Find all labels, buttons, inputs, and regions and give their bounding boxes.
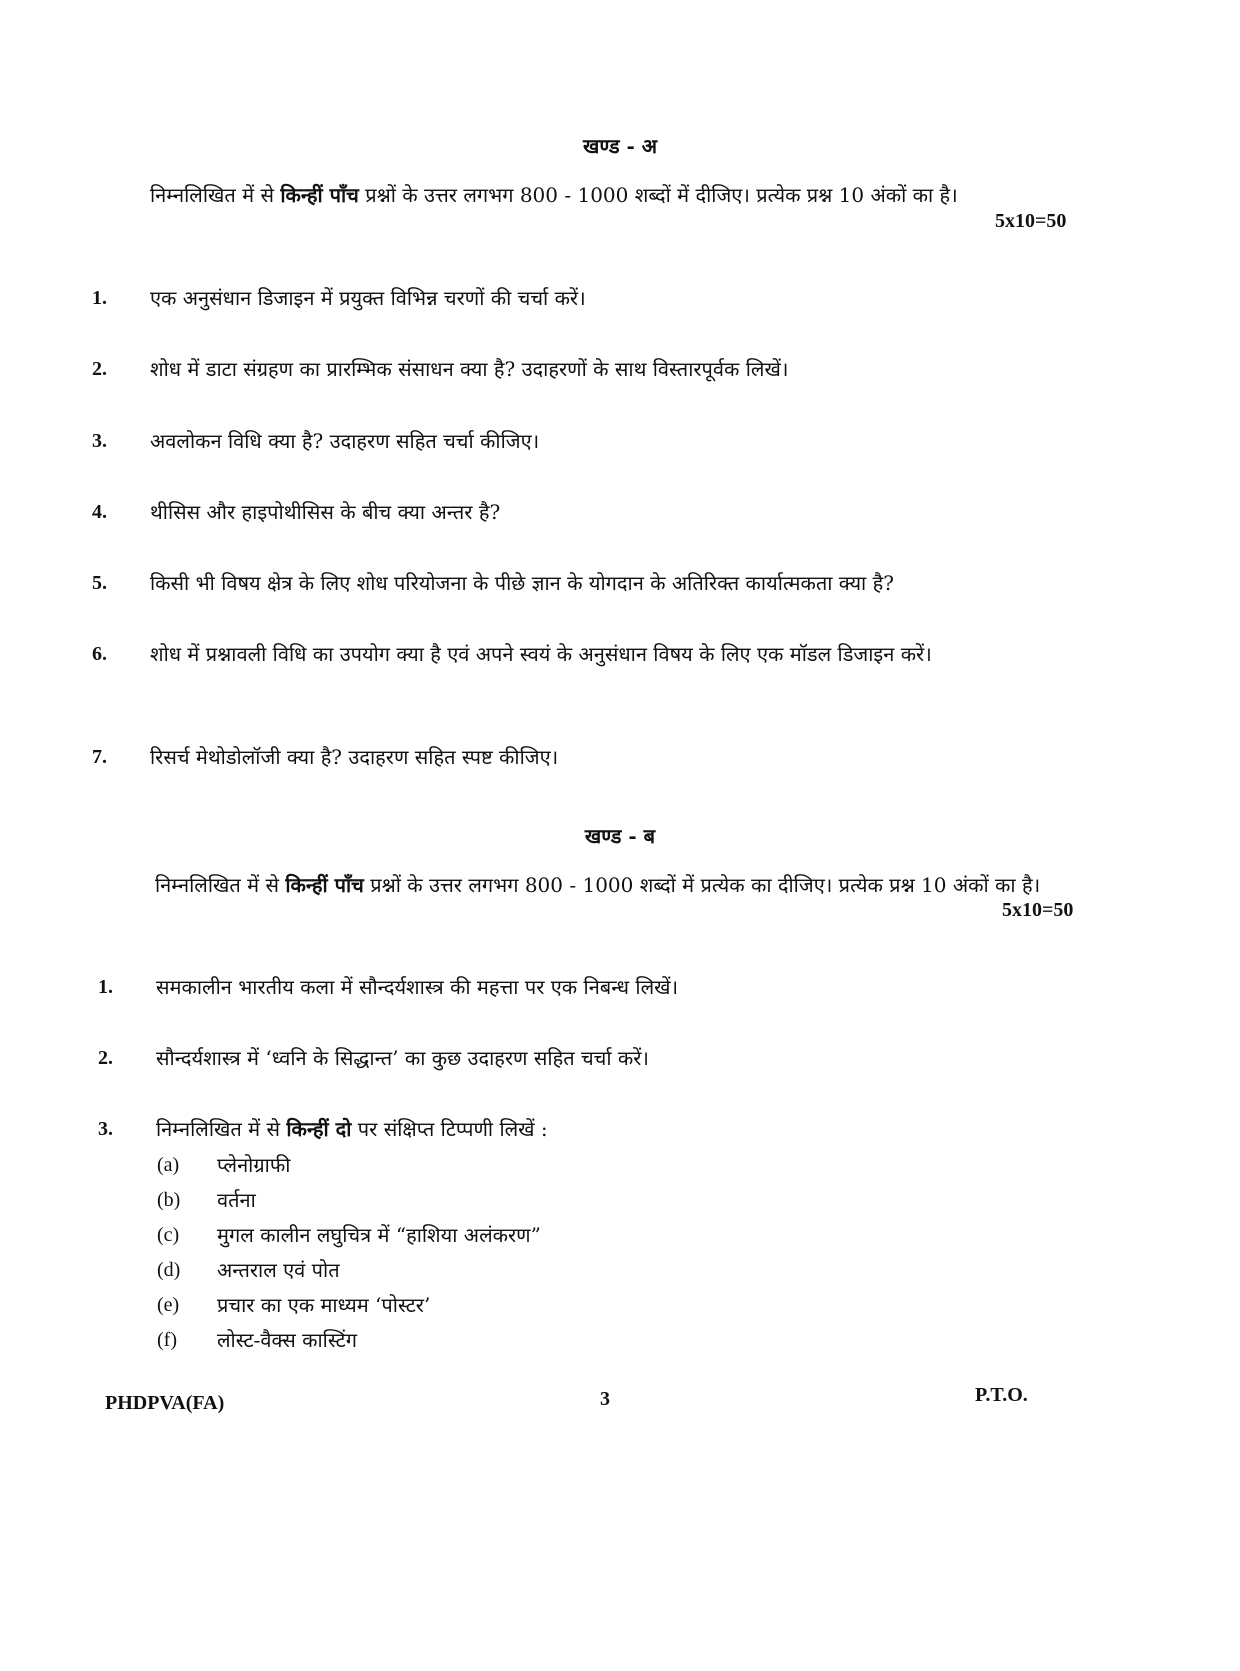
instruction-pre: निम्नलिखित में से [155,873,286,897]
option-label: (f) [157,1329,177,1351]
option-label: (a) [157,1154,180,1176]
option-c [157,1220,857,1250]
question-text: शोध में प्रश्नावली विधि का उपयोग क्या है एवं अपने स्वयं के अनुसंधान विषय के लिए एक मॉडल डिजाइन करें। [150,642,932,666]
section-a-instruction [150,178,1050,212]
q3-post: पर संक्षिप्त टिप्पणी लिखें : [351,1117,548,1141]
pto-label: P.T.O. [975,1384,1028,1406]
question-a-4 [92,495,1092,529]
instruction-post: प्रश्नों के उत्तर लगभग 800 - 1000 शब्दों में दीजिए। प्रत्येक प्रश्न 10 अंकों का है। [358,183,958,207]
option-f [157,1325,857,1355]
question-b-3 [98,1112,1098,1146]
option-e [157,1290,857,1320]
option-label: (c) [157,1224,180,1246]
question-a-5 [92,566,1092,600]
question-number: 4. [92,501,107,523]
option-text: अन्तराल एवं पोत [217,1258,340,1282]
question-text: समकालीन भारतीय कला में सौन्दर्यशास्त्र की महत्ता पर एक निबन्ध लिखें। [156,975,679,999]
page-number: 3 [600,1388,610,1410]
question-text: एक अनुसंधान डिजाइन में प्रयुक्त विभिन्न चरणों की चर्चा करें। [150,286,586,310]
question-number: 7. [92,746,107,768]
option-label: (d) [157,1259,181,1281]
q3-pre: निम्नलिखित में से [156,1117,287,1141]
question-number: 2. [98,1047,113,1069]
question-number: 3. [98,1118,113,1140]
question-number: 1. [98,976,113,998]
question-number: 3. [92,430,107,452]
question-text: सौन्दर्यशास्त्र में ‘ध्वनि के सिद्धान्त’ का कुछ उदाहरण सहित चर्चा करें। [156,1046,650,1070]
option-label: (e) [157,1294,180,1316]
question-number: 6. [92,643,107,665]
question-number: 1. [92,287,107,309]
instruction-bold: किन्हीं पाँच [280,183,359,207]
paper-code: PHDPVA(FA) [105,1392,225,1414]
question-b-1 [98,970,1098,1004]
option-text: मुगल कालीन लघुचित्र में “हाशिया अलंकरण” [217,1223,541,1247]
option-text: प्लेनोग्राफी [217,1153,291,1177]
section-a-title: खण्ड - अ [582,134,658,158]
instruction-post: प्रश्नों के उत्तर लगभग 800 - 1000 शब्दों में प्रत्येक का दीजिए। प्रत्येक प्रश्न 10 अंकों का है। [363,873,1041,897]
question-text: रिसर्च मेथोडोलॉजी क्या है? उदाहरण सहित स्पष्ट कीजिए। [150,745,559,769]
question-b-2 [98,1041,1098,1075]
option-text: लोस्ट-वैक्स कास्टिंग [217,1328,357,1352]
section-b-instruction [155,868,1055,902]
q3-bold: किन्हीं दो [286,1117,352,1141]
option-a [157,1150,857,1180]
question-number: 2. [92,358,107,380]
section-b-marks: 5x10=50 [1002,899,1074,921]
section-a-marks: 5x10=50 [995,210,1067,232]
option-text: प्रचार का एक माध्यम ‘पोस्टर’ [217,1293,431,1317]
question-text [156,1112,1076,1146]
option-label: (b) [157,1189,181,1211]
instruction-bold: किन्हीं पाँच [285,873,364,897]
question-text: थीसिस और हाइपोथीसिस के बीच क्या अन्तर है? [150,500,501,524]
option-d [157,1255,857,1285]
question-a-1 [92,281,1092,315]
question-number: 5. [92,572,107,594]
question-text: अवलोकन विधि क्या है? उदाहरण सहित चर्चा कीजिए। [150,429,540,453]
option-b [157,1185,857,1215]
question-text: शोध में डाटा संग्रहण का प्रारम्भिक संसाधन क्या है? उदाहरणों के साथ विस्तारपूर्वक लिखें। [150,357,789,381]
instruction-pre: निम्नलिखित में से [150,183,281,207]
option-text: वर्तना [217,1188,256,1212]
question-a-2 [92,352,1092,386]
question-a-6 [92,637,1092,707]
section-b-title: खण्ड - ब [584,824,656,848]
question-a-7 [92,740,1092,774]
question-text: किसी भी विषय क्षेत्र के लिए शोध परियोजना के पीछे ज्ञान के योगदान के अतिरिक्त कार्यात्मकता क्या है? [150,571,894,595]
question-a-3 [92,424,1092,458]
